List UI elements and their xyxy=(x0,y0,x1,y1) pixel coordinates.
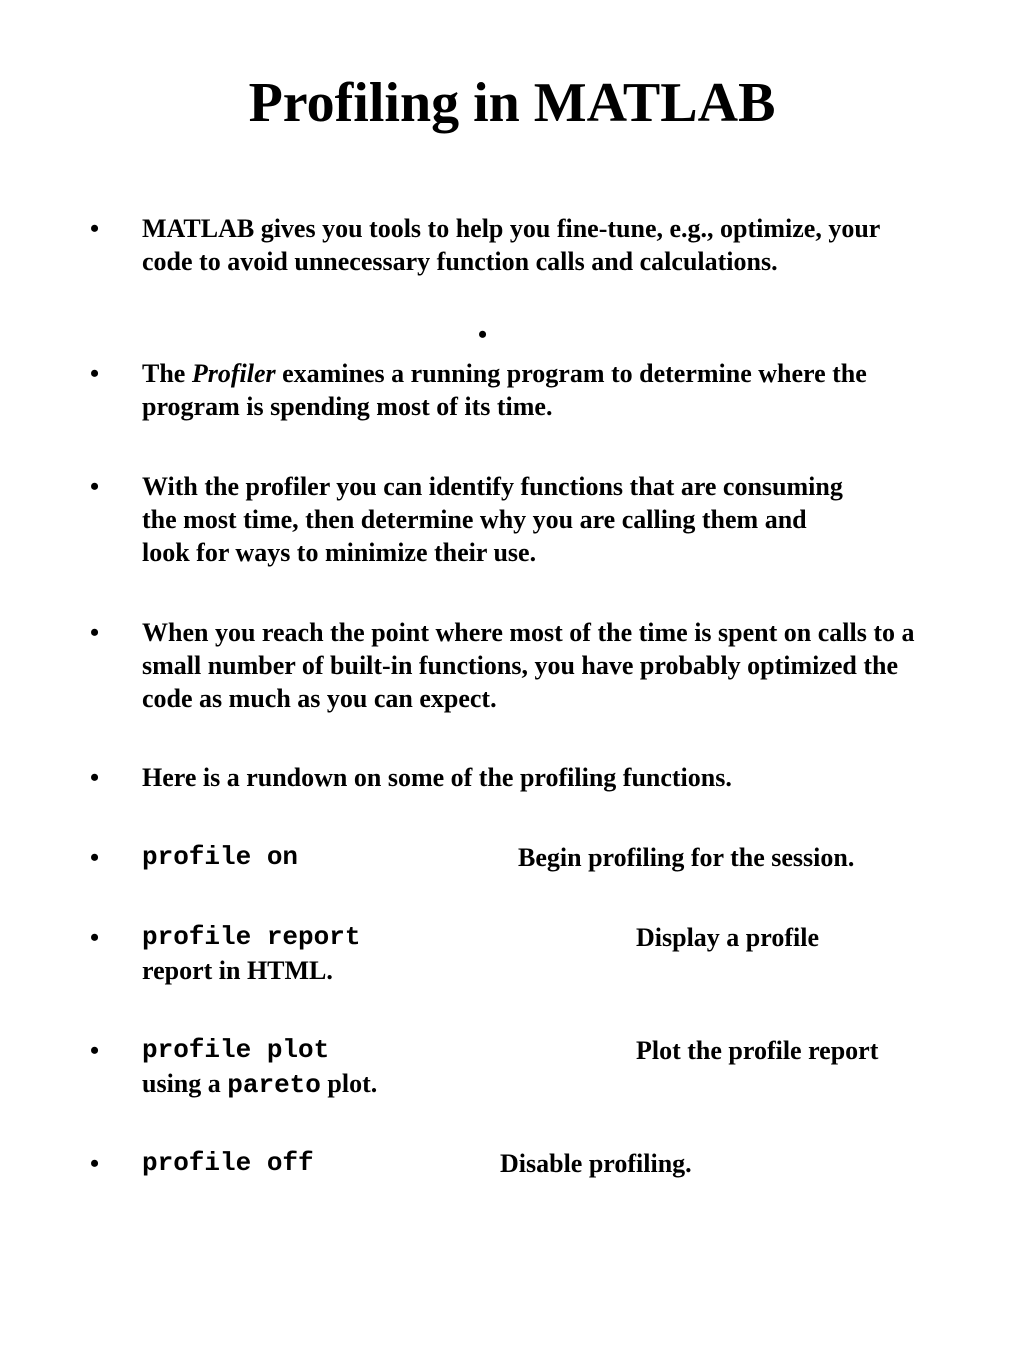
bullet-dot: • xyxy=(90,923,100,952)
command-code: profile on xyxy=(142,842,299,872)
profiler-term: Profiler xyxy=(191,359,276,388)
bullet-text: MATLAB gives you tools to help you fine-tune, e.g., optimize, your code to avoid unnecessary function calls and calculations. xyxy=(142,214,880,276)
stray-bullet: • xyxy=(478,320,488,349)
command-desc-cont: report in HTML. xyxy=(142,956,333,985)
bullet-prefix: The xyxy=(142,359,186,388)
bullet-dot: • xyxy=(90,214,100,243)
bullet-dot: • xyxy=(90,1036,100,1065)
bullet-text: With the profiler you can identify functions that are consuming the most time, then determine why you are calling them and look for ways to minimize their use. xyxy=(142,472,843,567)
bullet-rest: examines a running program to determine where the program is spending most of its time. xyxy=(142,359,867,421)
command-desc: Begin profiling for the session. xyxy=(518,843,855,872)
desc-text: using a xyxy=(142,1069,221,1098)
bullet-dot: • xyxy=(90,1149,100,1178)
bullet-text xyxy=(142,357,872,423)
command-desc: Plot the profile report xyxy=(636,1036,879,1065)
bullet-dot: • xyxy=(90,618,100,647)
bullet-text: When you reach the point where most of the time is spent on calls to a small number of built-in functions, you have probably optimized the code as much as you can expect. xyxy=(142,618,915,713)
command-code: profile off xyxy=(142,1148,314,1178)
page-title: Profiling in MATLAB xyxy=(248,72,776,134)
bullet-dot: • xyxy=(90,472,100,501)
bullet-dot: • xyxy=(90,359,100,388)
pareto-code: pareto xyxy=(227,1070,321,1100)
bullet-dot: • xyxy=(90,843,100,872)
bullet-dot: • xyxy=(90,763,100,792)
desc-text: plot. xyxy=(327,1069,378,1098)
command-desc: Disable profiling. xyxy=(500,1149,692,1178)
command-code: profile report xyxy=(142,922,361,952)
command-code: profile plot xyxy=(142,1035,330,1065)
command-desc: Display a profile xyxy=(636,923,819,952)
bullet-text: Here is a rundown on some of the profiling functions. xyxy=(142,763,732,792)
command-desc-cont xyxy=(142,1067,377,1102)
